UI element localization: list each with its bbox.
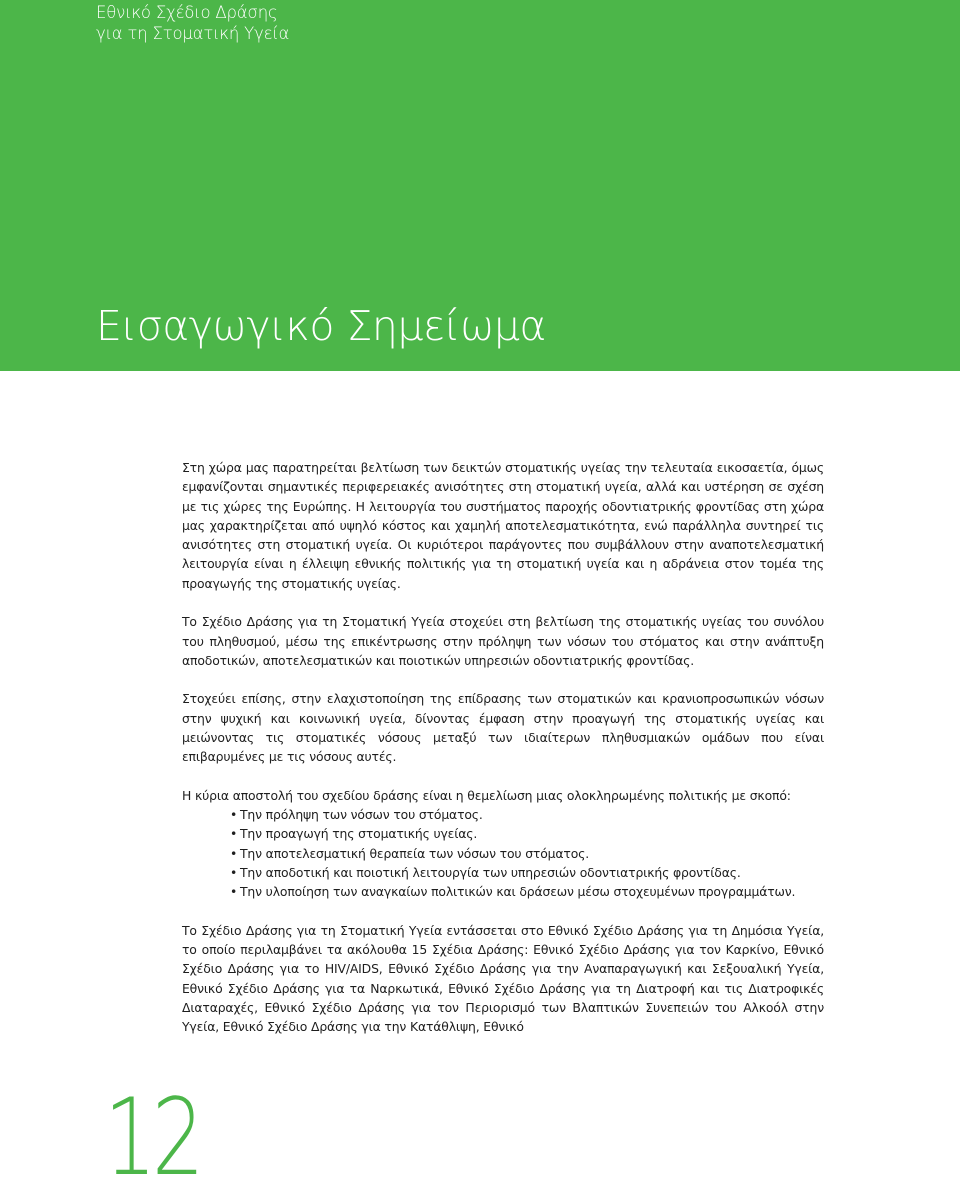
paragraph-plan-aims: Στοχεύει επίσης, στην ελαχιστοποίηση της επίδρασης των στοματικών και κρανιοπροσωπικών νόσων στην ψυχική και κοινωνική υγεία, δίνοντας έμφαση στην προαγωγή της στοματικής υγείας και μειώνοντας τις στοματικές νόσους μεταξύ των ιδιαίτερων πληθυσμιακών ομάδων που είναι επιβαρυμένες με τις νόσους αυτές. <box>182 691 824 765</box>
paragraph-context: Στη χώρα μας παρατηρείται βελτίωση των δεικτών στοματικής υγείας την τελευταία εικοσαετία, όμως εμφανίζονται σημαντικές περιφερειακές ανισότητες στη στοματική υγεία, αλλά και υστέρηση σε σχέση με τις χώρες της Ευρώπης. Η λειτουργία του συστήματος παροχής οδοντιατρικής φροντίδας στη χώρα μας χαρακτηρίζεται από υψηλό κόστος και χαμηλή αποτελεσματικότητα, ενώ παράλληλα συντηρεί τις ανισότητες στη στοματική υγεία. Οι κυριότεροι παράγοντες που συμβάλλουν στην αναποτελεσματική λειτουργία είναι η έλλειψη εθνικής πολιτικής για τη στοματική υγεία και η αδράνεια στον τομέα της προαγωγής της στοματικής υγείας. <box>182 460 824 591</box>
page-number: 12 <box>104 1076 200 1199</box>
paragraph-plan-goal: Το Σχέδιο Δράσης για τη Στοματική Υγεία στοχεύει στη βελτίωση της στοματικής υγείας του συνόλου του πληθυσμού, μέσω της επικέντρωσης στην πρόληψη των νόσων του στόματος και στην ανάπτυξη αποδοτικών, αποτελεσματικών και ποιοτικών υπηρεσιών οδοντιατρικής φροντίδας. <box>182 614 824 668</box>
list-item: • Την υλοποίηση των αναγκαίων πολιτικών και δράσεων μέσω στοχευμένων προγραμμάτων. <box>230 882 824 901</box>
list-item: • Την προαγωγή της στοματικής υγείας. <box>230 824 824 843</box>
document-title-line-1: Εθνικό Σχέδιο Δράσης <box>96 3 278 22</box>
goals-list <box>182 805 824 901</box>
section-title: Εισαγωγικό Σημείωμα <box>96 302 546 350</box>
document-title-line-2: για τη Στοματική Υγεία <box>96 24 290 43</box>
paragraph-national-plan: Το Σχέδιο Δράσης για τη Στοματική Υγεία εντάσσεται στο Εθνικό Σχέδιο Δράσης για τη Δημόσια Υγεία, το οποίο περιλαμβάνει τα ακόλουθα 15 Σχέδια Δράσης: Εθνικό Σχέδιο Δράσης για τον Καρκίνο, Εθνικό Σχέδιο Δράσης για το HIV/AIDS, Εθνικό Σχέδιο Δράσης για την Αναπαραγωγική και Σεξουαλική Υγεία, Εθνικό Σχέδιο Δράσης για τα Ναρκωτικά, Εθνικό Σχέδιο Δράσης για τη Διατροφή και τις Διατροφικές Διαταραχές, Εθνικό Σχέδιο Δράσης για τον Περιορισμό των Βλαπτικών Συνεπειών του Αλκοόλ στην Υγεία, Εθνικό Σχέδιο Δράσης για την Κατάθλιψη, Εθνικό <box>182 922 824 1035</box>
body-text <box>182 458 824 1056</box>
header-band <box>0 0 960 371</box>
document-title <box>96 2 289 44</box>
list-item: • Την αποτελεσματική θεραπεία των νόσων του στόματος. <box>230 844 824 863</box>
list-item: • Την πρόληψη των νόσων του στόματος. <box>230 805 824 824</box>
list-item: • Την αποδοτική και ποιοτική λειτουργία των υπηρεσιών οδοντιατρικής φροντίδας. <box>230 863 824 882</box>
paragraph-mission: Η κύρια αποστολή του σχεδίου δράσης είναι η θεμελίωση μιας ολοκληρωμένης πολιτικής με σκοπό: <box>182 787 791 803</box>
